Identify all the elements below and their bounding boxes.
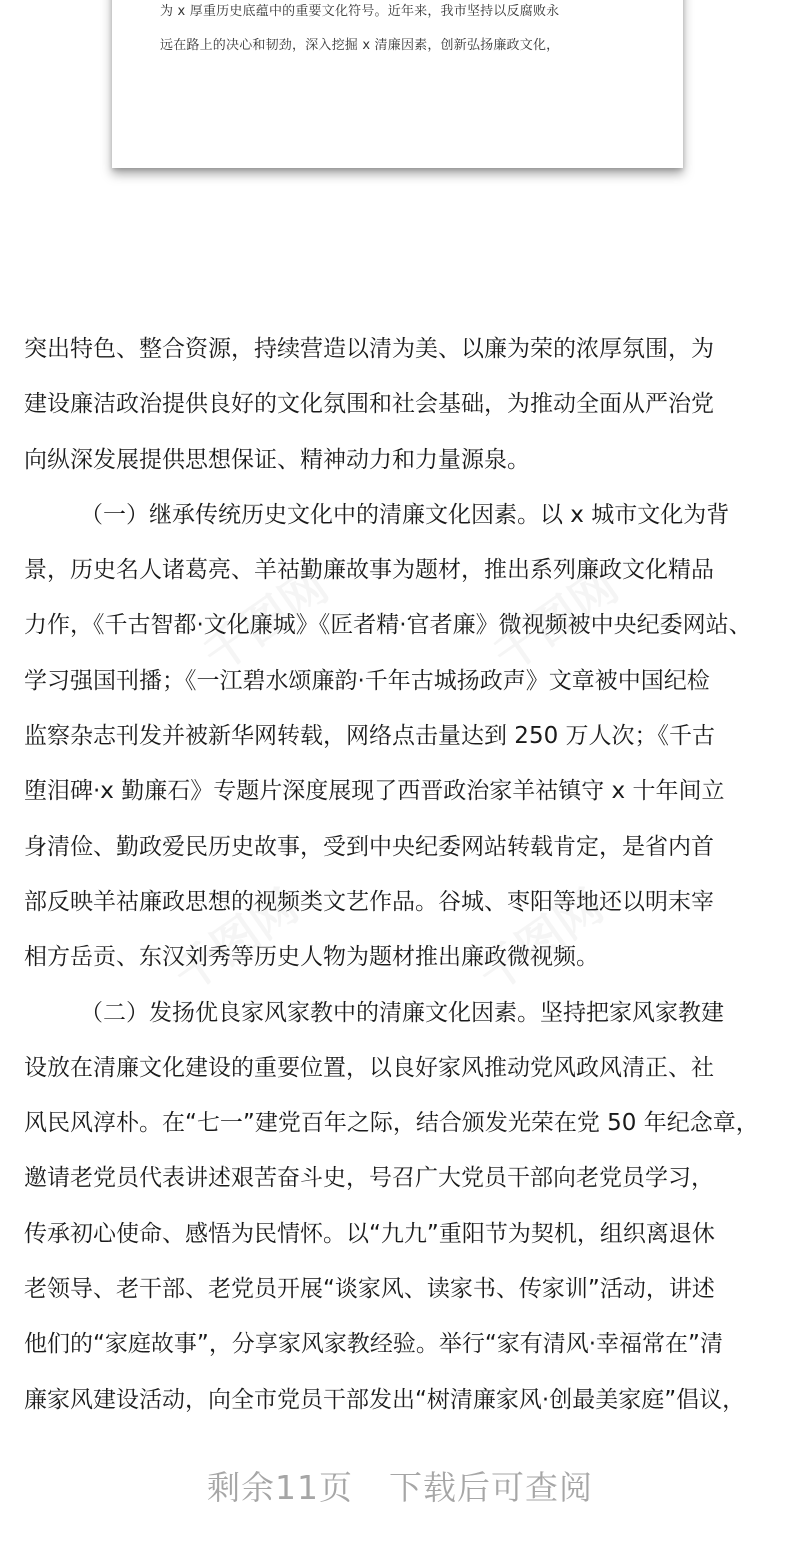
paragraph-line: 突出特色、整合资源，持续营造以清为美、以廉为荣的浓厚氛围，为	[24, 336, 714, 362]
paragraph-line: 他们的“家庭故事”，分享家风家教经验。举行“家有清风·幸福常在”清	[24, 1331, 723, 1358]
section-heading-line: （二）发扬优良家风家教中的清廉文化因素。坚持把家风家教建	[80, 999, 724, 1026]
paragraph-line: 相方岳贡、东汉刘秀等历史人物为题材推出廉政微视频。	[24, 944, 599, 971]
download-to-read-prompt[interactable]	[0, 1462, 800, 1509]
watermark-logo: 千图网	[483, 558, 628, 683]
paragraph-line: 堕泪碑·x 勤廉石》专题片深度展现了西晋政治家羊祜镇守 x 十年间立	[24, 778, 725, 805]
paragraph-line: 老领导、老干部、老党员开展“谈家风、读家书、传家训”活动，讲述	[24, 1276, 715, 1303]
watermark-logo: 千图网	[468, 878, 613, 1003]
section-heading-line: （一）继承传统历史文化中的清廉文化因素。以 x 城市文化为背	[80, 501, 730, 528]
paragraph-line: 风民风淳朴。在“七一”建党百年之际，结合颁发光荣在党 50 年纪念章，	[24, 1110, 759, 1137]
paragraph-line: 向纵深发展提供思想保证、精神动力和力量源泉。	[24, 446, 530, 473]
paragraph-line: 学习强国刊播；《一江碧水颂廉韵·千年古城扬政声》文章被中国纪检	[24, 667, 710, 694]
preview-text-line: 为 x 厚重历史底蕴中的重要文化符号。近年来，我市坚持以反腐败永	[160, 4, 560, 19]
paragraph-line: 景，历史名人诸葛亮、羊祜勤廉故事为题材，推出系列廉政文化精品	[24, 557, 714, 584]
preview-page-card	[112, 0, 683, 168]
paragraph-line: 廉家风建设活动，向全市党员干部发出“树清廉家风·创最美家庭”倡议，	[24, 1386, 746, 1413]
paragraph-line: 身清俭、勤政爱民历史故事，受到中央纪委网站转载肯定，是省内首	[24, 833, 714, 860]
remaining-pages-text: 剩余11页	[207, 1468, 353, 1507]
paragraph-line: 力作，《千古智都·文化廉城》《匠者精·官者廉》微视频被中央纪委网站、	[24, 612, 752, 639]
document-body	[24, 322, 776, 1428]
paragraph-line: 建设廉洁政治提供良好的文化氛围和社会基础，为推动全面从严治党	[24, 391, 714, 418]
paragraph-line: 设放在清廉文化建设的重要位置，以良好家风推动党风政风清正、社	[24, 1054, 714, 1081]
watermark-logo: 千图网	[193, 558, 338, 683]
paragraph-line: 传承初心使命、感悟为民情怀。以“九九”重阳节为契机，组织离退休	[24, 1220, 715, 1247]
watermark-logo: 千图网	[163, 878, 308, 1003]
preview-text-line: 远在路上的决心和韧劲，深入挖掘 x 清廉因素，创新弘扬廉政文化，	[160, 38, 560, 53]
paragraph-line: 部反映羊祜廉政思想的视频类文艺作品。谷城、枣阳等地还以明末宰	[24, 888, 714, 915]
paragraph-line: 邀请老党员代表讲述艰苦奋斗史，号召广大党员干部向老党员学习，	[24, 1165, 714, 1192]
paragraph-line: 监察杂志刊发并被新华网转载，网络点击量达到 250 万人次；《千古	[24, 723, 716, 750]
download-prompt-text: 下载后可查阅	[389, 1468, 593, 1507]
